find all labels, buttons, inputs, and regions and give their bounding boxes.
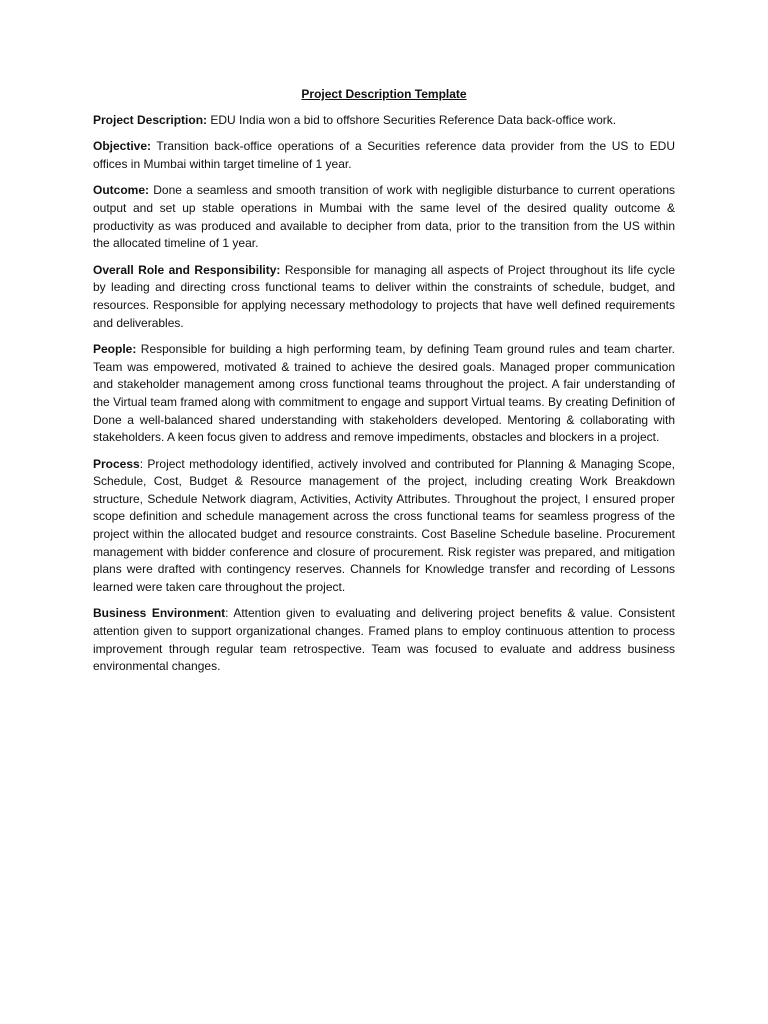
document-body	[93, 86, 675, 685]
section-text: EDU India won a bid to offshore Securities Reference Data back-office work.	[207, 112, 617, 127]
section-text: Responsible for managing all aspects of Project throughout its life cycle by leading and directing cross functional teams to deliver within the constraints of schedule, budget, and resources. Responsible for applying necessary methodology to projects that have well defined requirements and deliverables.	[93, 262, 675, 330]
section-business-environment	[93, 605, 675, 675]
document-title: Project Description Template	[301, 87, 467, 101]
section-label: Project Description:	[93, 112, 208, 127]
section-text: Responsible for building a high performing team, by defining Team ground rules and team charter. Team was empowered, motivated & trained to achieve the desired goals. Managed proper communication and stakeholder management among cross functional teams throughout the project. A fair understanding of the Virtual team framed along with commitment to engage and support Virtual teams. By creating Definition of Done a well-balanced shared understanding with stakeholders developed. Mentoring & collaborating with stakeholders. A keen focus given to address and remove impediments, obstacles and blockers in a project.	[93, 342, 675, 445]
section-label: Process	[93, 456, 140, 471]
section-objective	[93, 138, 675, 173]
section-text: : Project methodology identified, actively involved and contributed for Planning & Managing Scope, Schedule, Cost, Budget & Resource management of the project, including creating Work Breakdown structure, Schedule Network diagram, Activities, Activity Attributes. Throughout the project, I ensured proper scope definition and schedule management across the cross functional teams for seamless progress of the project within the allocated budget and resource constraints. Cost Baseline Schedule baseline. Procurement management with bidder conference and closure of procurement. Risk register was prepared, and mitigation plans were drafted with contingency reserves. Channels for Knowledge transfer and recording of Lessons learned were taken care throughout the project.	[93, 456, 675, 594]
section-label: People:	[93, 342, 137, 357]
section-label: Overall Role and Responsibility:	[93, 262, 281, 277]
section-text: Transition back-office operations of a Securities reference data provider from the US to EDU offices in Mumbai within target timeline of 1 year.	[93, 139, 675, 171]
section-label: Objective:	[93, 139, 152, 154]
section-overall-role	[93, 262, 675, 332]
section-project-description	[93, 112, 675, 130]
section-people	[93, 341, 675, 447]
section-outcome	[93, 182, 675, 252]
section-process	[93, 456, 675, 597]
section-label: Outcome:	[93, 183, 150, 198]
section-text: : Attention given to evaluating and delivering project benefits & value. Consistent attention given to support organizational changes. Framed plans to employ continuous attention to process improvement through regular team retrospective. Team was focused to evaluate and address business environmental changes.	[93, 606, 675, 674]
section-label: Business Environment	[93, 606, 226, 621]
section-text: Done a seamless and smooth transition of work with negligible disturbance to current operations output and set up stable operations in Mumbai with the same level of the desired quality outcome & productivity as was produced and available to decipher from data, prior to the transition from the US within the allocated timeline of 1 year.	[93, 183, 675, 251]
